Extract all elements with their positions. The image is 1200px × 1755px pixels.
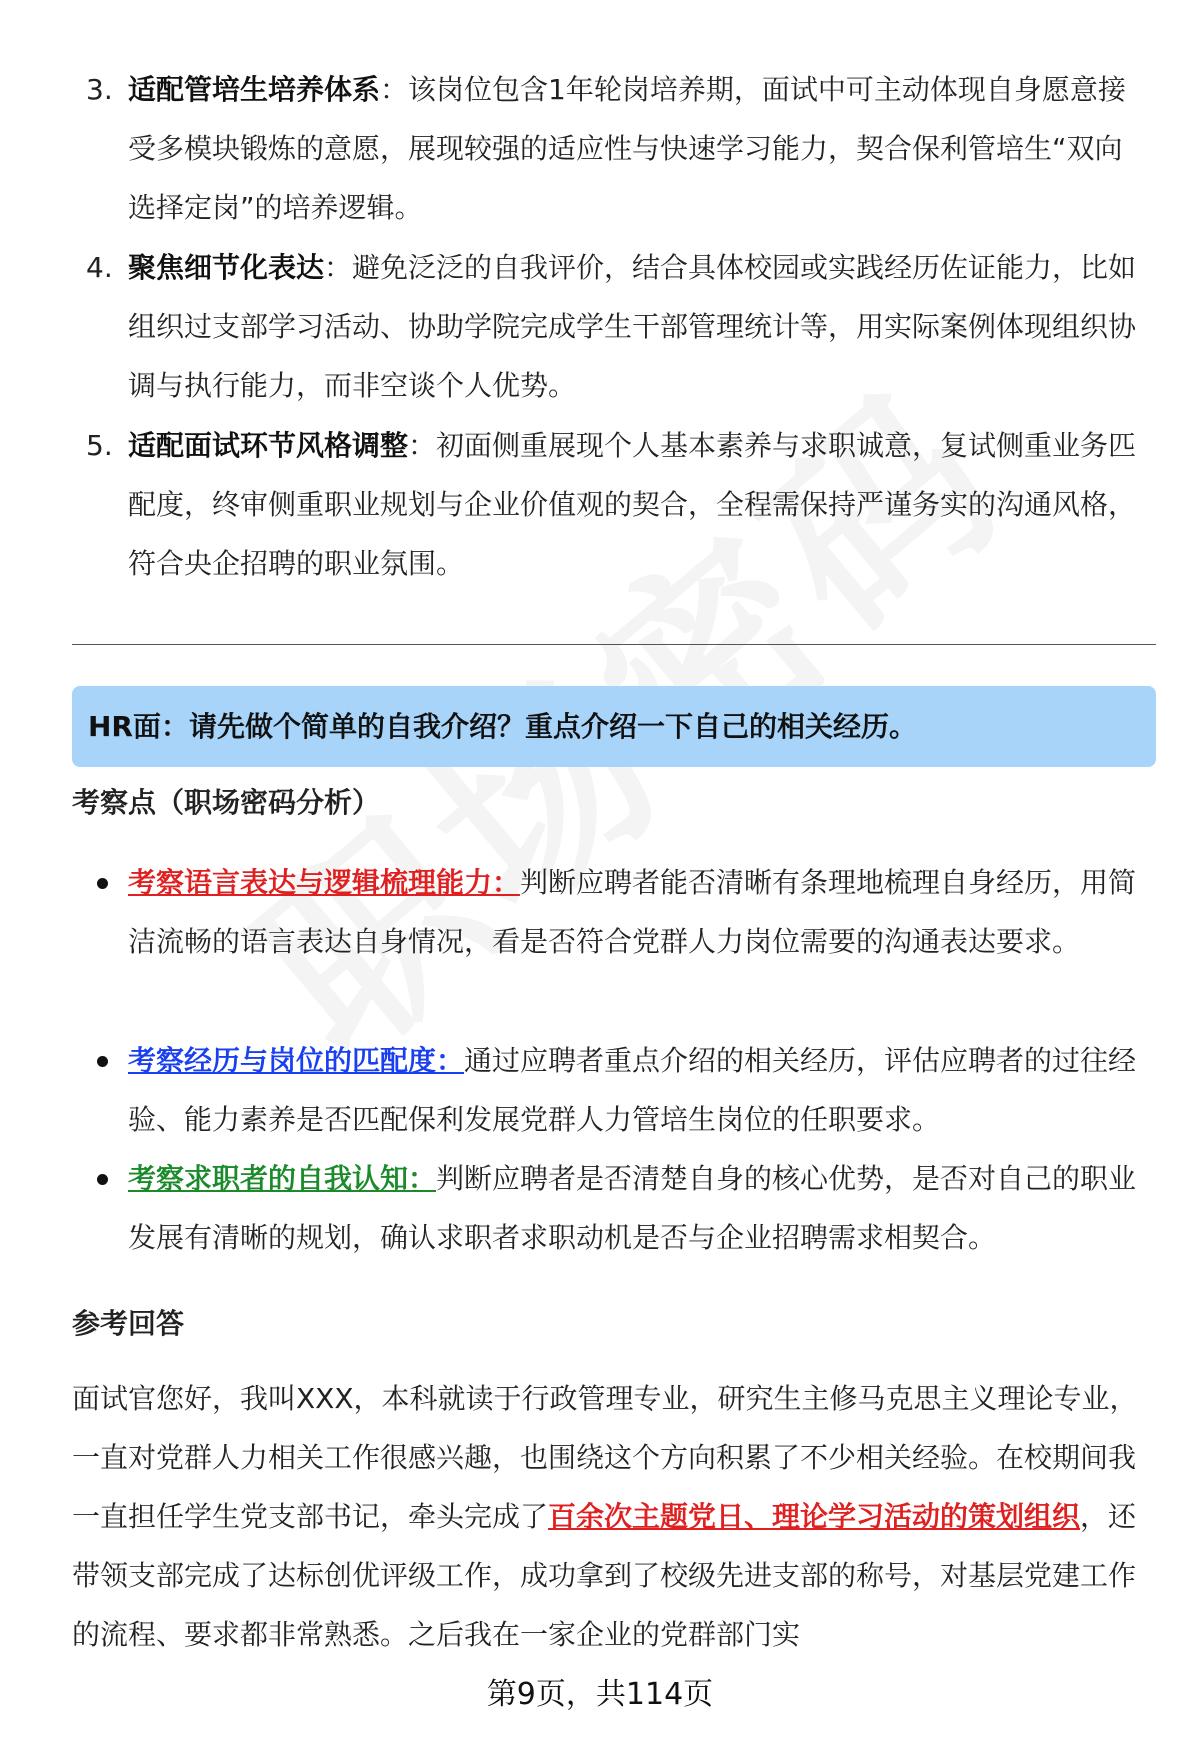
- list-body: ：避免泛泛的自我评价，结合具体校园或实践经历佐证能力，比如组织过支部学习活动、协助学院完成学生干部管理统计等，用实际案例体现组织协调与执行能力，而非空谈个人优势。: [128, 251, 1137, 402]
- answer-text: 面试官您好，我叫XXX，本科就读于行政管理专业，研究生主修马克思主义理论专业，一直对党群人力相关工作很感兴趣，也围绕这个方向积累了不少相关经验。在校期间我一直担任学生党支部书记，牵头完成了: [72, 1382, 1138, 1533]
- bullet-key: 考察经历与岗位的匹配度：: [128, 1044, 465, 1077]
- list-text: [128, 60, 1148, 237]
- bullet-text: [128, 1149, 1148, 1267]
- bullet-body: 通过应聘者重点介绍的相关经历，评估应聘者的过往经验、能力素养是否匹配保利发展党群人力管培生岗位的任职要求。: [128, 1044, 1137, 1136]
- bullet-dot: [97, 1174, 108, 1185]
- analysis-title: 考察点（职场密码分析）: [72, 786, 381, 819]
- answer-highlight: 百余次主题党日、理论学习活动的策划组织: [548, 1500, 1081, 1533]
- answer-paragraph: [72, 1369, 1152, 1664]
- list-number: 5.: [86, 429, 113, 462]
- page-footer: 第9页，共114页: [486, 1677, 714, 1712]
- divider: [72, 644, 1156, 645]
- list-title: 聚焦细节化表达: [128, 251, 325, 284]
- bullet-text: [128, 853, 1148, 971]
- bullet-key: 考察求职者的自我认知：: [128, 1162, 437, 1195]
- bullet-text: [128, 1031, 1148, 1149]
- list-text: [128, 238, 1148, 415]
- list-number: 3.: [86, 73, 113, 106]
- list-number: 4.: [86, 251, 113, 284]
- bullet-body: 判断应聘者是否清楚自身的核心优势，是否对自己的职业发展有清晰的规划，确认求职者求职动机是否与企业招聘需求相契合。: [128, 1162, 1137, 1254]
- list-text: [128, 416, 1148, 593]
- list-title: 适配面试环节风格调整: [128, 429, 409, 462]
- answer-title: 参考回答: [72, 1307, 185, 1340]
- answer-text: ，还带领支部完成了达标创优评级工作，成功拿到了校级先进支部的称号，对基层党建工作的流程、要求都非常熟悉。之后我在一家企业的党群部门实: [72, 1500, 1137, 1651]
- bullet-body: 判断应聘者能否清晰有条理地梳理自身经历，用简洁流畅的语言表达自身情况，看是否符合党群人力岗位需要的沟通表达要求。: [128, 866, 1137, 958]
- bullet-dot: [97, 878, 108, 889]
- list-body: ：该岗位包含1年轮岗培养期，面试中可主动体现自身愿意接受多模块锻炼的意愿，展现较强的适应性与快速学习能力，契合保利管培生“双向选择定岗”的培养逻辑。: [128, 73, 1126, 224]
- question-banner: HR面：请先做个简单的自我介绍？重点介绍一下自己的相关经历。: [72, 686, 1156, 767]
- bullet-key: 考察语言表达与逻辑梳理能力：: [128, 866, 521, 899]
- bullet-dot: [97, 1056, 108, 1067]
- list-title: 适配管培生培养体系: [128, 73, 381, 106]
- list-body: ：初面侧重展现个人基本素养与求职诚意，复试侧重业务匹配度，终审侧重职业规划与企业价值观的契合，全程需保持严谨务实的沟通风格，符合央企招聘的职业氛围。: [128, 429, 1137, 580]
